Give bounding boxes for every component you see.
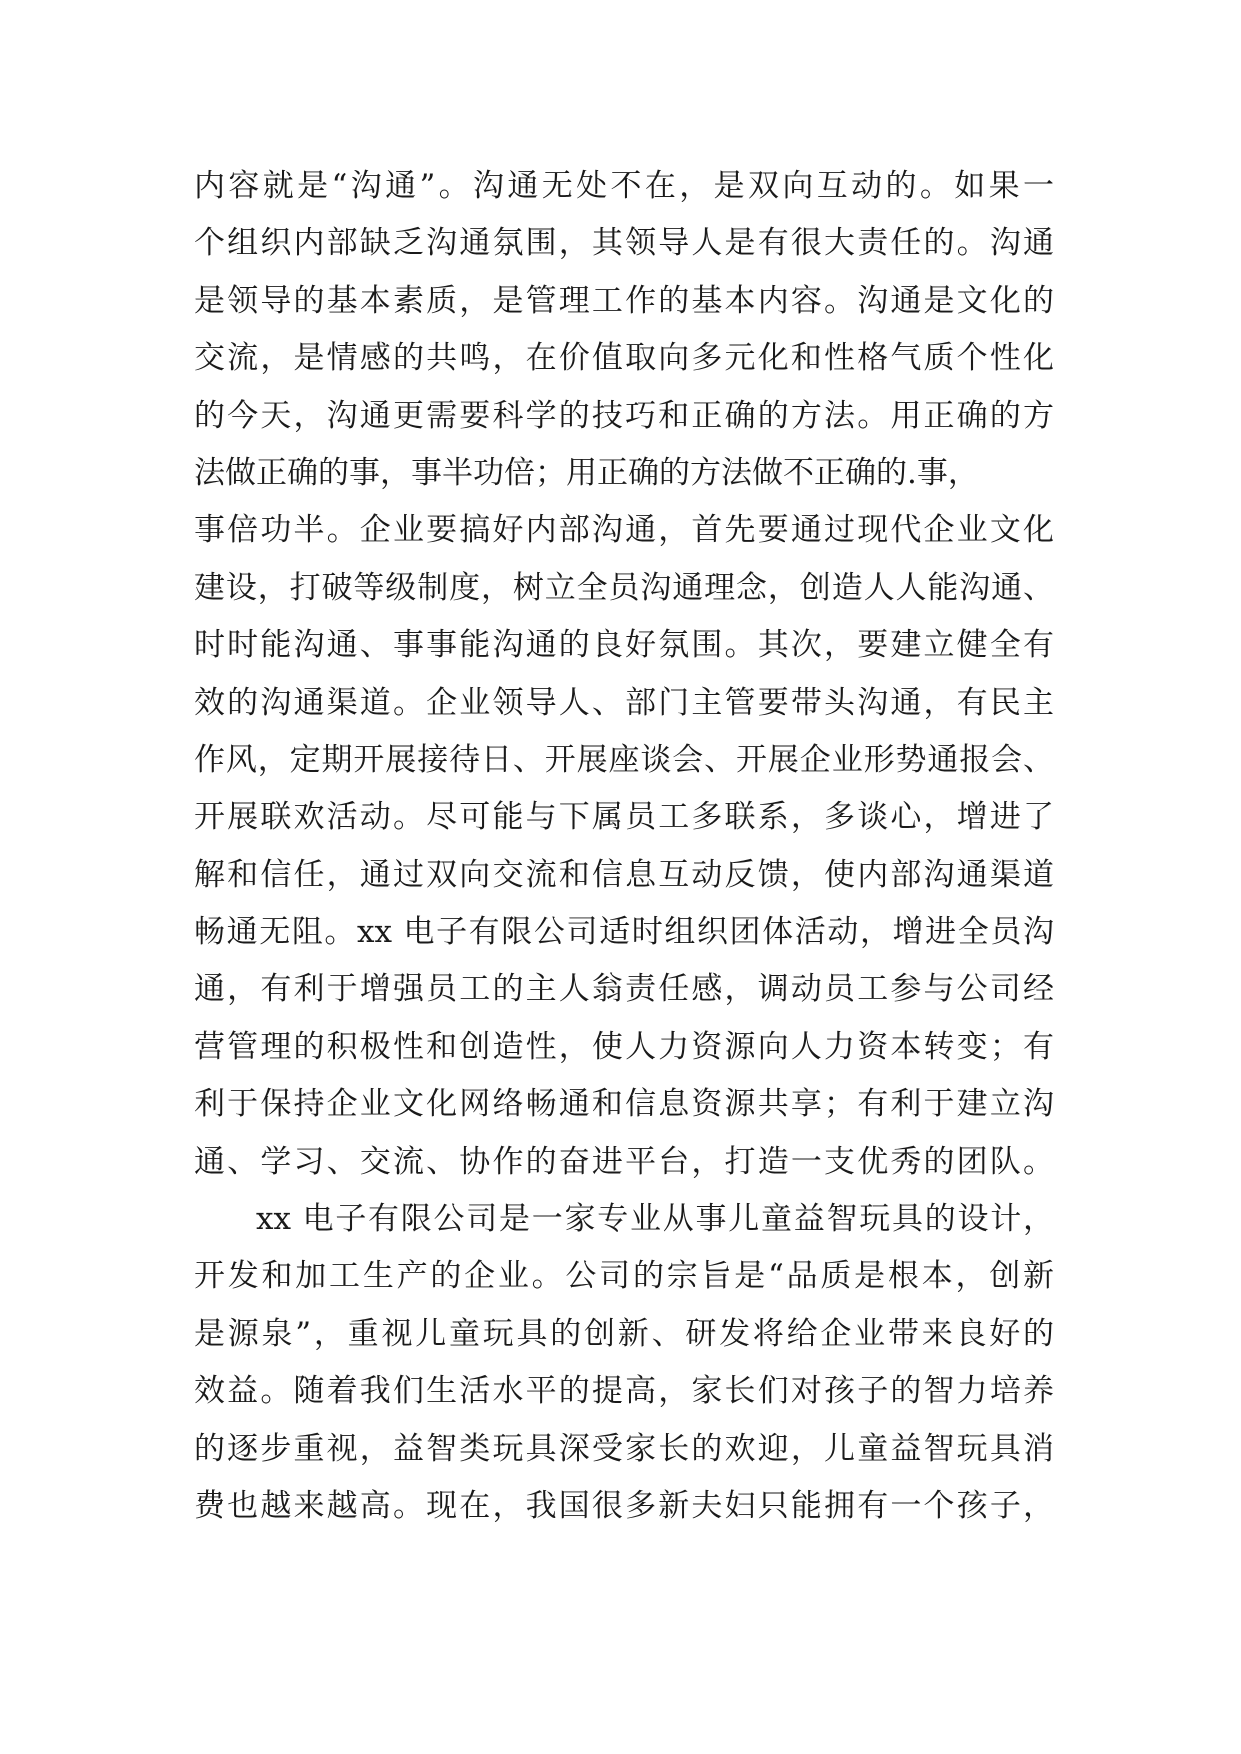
text-line: 事倍功半。企业要搞好内部沟通，首先要通过现代企业文化 bbox=[194, 512, 1054, 549]
text-line: 通、学习、交流、协作的奋进平台，打造一支优秀的团队。 bbox=[194, 1143, 1054, 1180]
text-line: 营管理的积极性和创造性，使人力资源向人力资本转变；有 bbox=[194, 1028, 1054, 1065]
text-line: 通，有利于增强员工的主人翁责任感，调动员工参与公司经 bbox=[194, 971, 1054, 1008]
text-line: 开展联欢活动。尽可能与下属员工多联系，多谈心，增进了 bbox=[194, 799, 1054, 836]
text-line: 解和信任，通过双向交流和信息互动反馈，使内部沟通渠道 bbox=[194, 856, 1054, 893]
text-line: 个组织内部缺乏沟通氛围，其领导人是有很大责任的。沟通 bbox=[194, 225, 1054, 262]
text-line: 效的沟通渠道。企业领导人、部门主管要带头沟通，有民主 bbox=[194, 684, 1054, 721]
text-line: 建设，打破等级制度，树立全员沟通理念，创造人人能沟通、 bbox=[194, 569, 1054, 606]
text-line: 法做正确的事，事半功倍；用正确的方法做不正确的.事， bbox=[194, 454, 979, 491]
text-line: 时时能沟通、事事能沟通的良好氛围。其次，要建立健全有 bbox=[194, 627, 1054, 664]
text-line: 开发和加工生产的企业。公司的宗旨是“品质是根本，创新 bbox=[194, 1258, 1054, 1295]
body-text bbox=[194, 158, 1054, 1535]
text-line: 是源泉”，重视儿童玩具的创新、研发将给企业带来良好的 bbox=[194, 1315, 1054, 1352]
text-line: 交流，是情感的共鸣，在价值取向多元化和性格气质个性化 bbox=[194, 340, 1054, 377]
text-line: 效益。随着我们生活水平的提高，家长们对孩子的智力培养 bbox=[194, 1373, 1054, 1410]
text-line: 费也越来越高。现在，我国很多新夫妇只能拥有一个孩子， bbox=[194, 1487, 1054, 1524]
text-line: 利于保持企业文化网络畅通和信息资源共享；有利于建立沟 bbox=[194, 1086, 1054, 1123]
text-line: xx 电子有限公司是一家专业从事儿童益智玩具的设计， bbox=[256, 1201, 1054, 1238]
text-line: 的今天，沟通更需要科学的技巧和正确的方法。用正确的方 bbox=[194, 397, 1054, 434]
text-line: 内容就是“沟通”。沟通无处不在，是双向互动的。如果一 bbox=[194, 168, 1054, 204]
text-line: 畅通无阻。xx 电子有限公司适时组织团体活动，增进全员沟 bbox=[194, 914, 1054, 951]
text-line: 的逐步重视，益智类玩具深受家长的欢迎，儿童益智玩具消 bbox=[194, 1430, 1054, 1467]
text-line: 是领导的基本素质，是管理工作的基本内容。沟通是文化的 bbox=[194, 282, 1054, 319]
text-line: 作风，定期开展接待日、开展座谈会、开展企业形势通报会、 bbox=[194, 741, 1054, 778]
paragraph-2 bbox=[194, 1191, 1054, 1535]
paragraph-1 bbox=[194, 158, 1054, 1191]
